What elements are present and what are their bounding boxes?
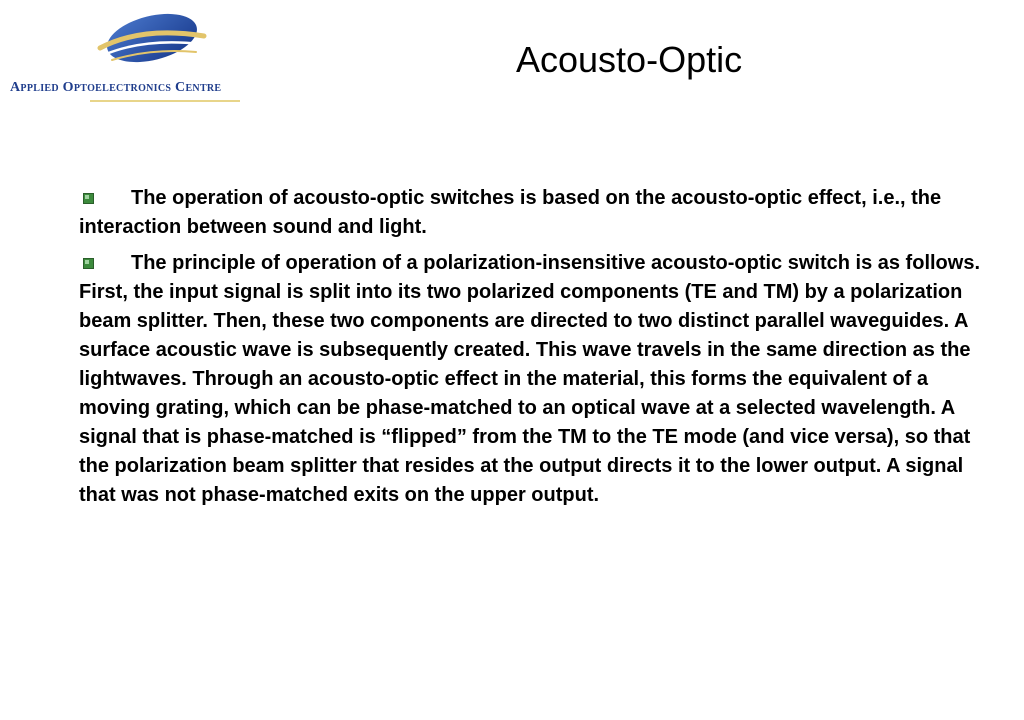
bullet-square-icon	[83, 258, 94, 269]
logo-underline	[90, 100, 240, 102]
logo-org-name: Applied Optoelectronics Centre	[10, 80, 222, 95]
slide-title: Acousto-Optic	[516, 39, 743, 80]
bullet-square-icon	[83, 193, 94, 204]
paragraph-text-2: The principle of operation of a polarization-insensitive acousto-optic switch is as follows. First, the input signal is split into its two polarized components (TE and TM) by a polarization beam splitter. Then, these two components are directed to two distinct parallel waveguides. A surface acoustic wave is subsequently created. This wave travels in the same direction as the lightwaves. Through an acousto-optic effect in the material, this forms the equivalent of a moving grating, which can be phase-matched to an optical wave at a selected wavelength. A signal that is phase-matched is “flipped” from the TM to the TE mode (and vice versa), so that the polarization beam splitter that resides at the output directs it to the lower output. A signal that was not phase-matched exits on the upper output.	[79, 252, 981, 506]
bullet-paragraph-1	[79, 184, 989, 242]
paragraph-text-1: The operation of acousto-optic switches is based on the acousto-optic effect, i.e., the interaction between sound and light.	[79, 187, 942, 238]
logo	[8, 8, 288, 108]
logo-globe-icon	[92, 8, 212, 80]
bullet-paragraph-2	[79, 249, 989, 510]
slide-content	[79, 184, 989, 517]
